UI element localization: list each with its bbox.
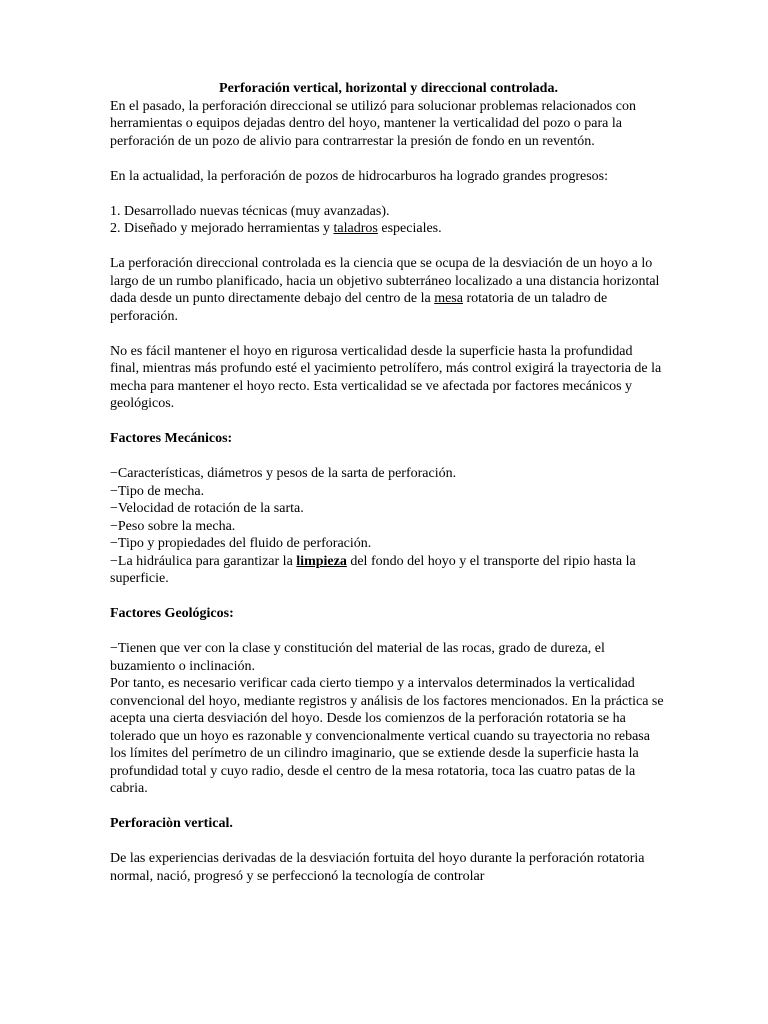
list-item: −Peso sobre la mecha. <box>110 518 236 534</box>
paragraph-text: La perforación direccional controlada es la ciencia que se ocupa de la desviación de un hoyo a lo largo de un rumbo planificado, hacia un objetivo subterráneo localizado a una distancia horizontal dada desde un punto directamente debajo del centro de la <box>110 256 660 306</box>
paragraph-experiences: De las experiencias derivadas de la desviación fortuita del hoyo durante la perforación rotatoria normal, nació, progresó y se perfeccionó la tecnología de controlar <box>110 851 645 884</box>
paragraph-tolerance: Por tanto, es necesario verificar cada cierto tiempo y a intervalos determinados la verticalidad convencional del hoyo, mediante registros y análisis de los factores mencionados. En la práctica se acepta una cierta desviación del hoyo. Desde los comienzos de la perforación rotatoria se ha tolerado que un hoyo es razonable y convencionalmente vertical cuando su trayectoria no rebasa los límites del perímetro de un cilindro imaginario, que se extiende desde la superficie hasta la profundidad total y cuyo radio, desde el centro de la mesa rotatoria, toca las cuatro patas de la cabria. <box>110 676 664 796</box>
list-item: −Tipo y propiedades del fluido de perforación. <box>110 536 372 551</box>
document-body <box>110 80 665 885</box>
heading-vertical-drilling: Perforaciòn vertical. <box>110 816 233 831</box>
spacer <box>110 833 665 851</box>
list-item <box>110 220 665 238</box>
taladros-link[interactable]: taladros <box>333 221 378 236</box>
spacer <box>110 798 665 816</box>
list-item-text: especiales. <box>377 221 442 236</box>
spacer <box>110 185 665 203</box>
limpieza-link[interactable]: limpieza <box>296 553 347 569</box>
list-item: −Características, diámetros y pesos de la sarta de perforación. <box>110 466 457 481</box>
paragraph-progress: En la actualidad, la perforación de pozos de hidrocarburos ha logrado grandes progresos: <box>110 168 608 184</box>
document-title: Perforación vertical, horizontal y direccional controlada. <box>219 81 558 96</box>
paragraph-history: En el pasado, la perforación direccional se utilizó para solucionar problemas relacionados con herramientas o equipos dejadas dentro del hoyo, mantener la verticalidad del pozo o para la perforación de un pozo de alivio para contrarrestar la presión de fondo en un reventón. <box>110 98 636 149</box>
heading-geological-factors: Factores Geológicos: <box>110 606 234 621</box>
list-item-text: −La hidráulica para garantizar la <box>110 553 297 569</box>
list-item: −Velocidad de rotación de la sarta. <box>110 501 304 516</box>
paragraph-text: rotatoria de un taladro de perforación. <box>110 291 608 324</box>
spacer <box>110 448 665 466</box>
list-item <box>110 553 665 588</box>
spacer <box>110 238 665 256</box>
spacer <box>110 325 665 343</box>
list-item: 1. Desarrollado nuevas técnicas (muy avanzadas). <box>110 203 390 219</box>
spacer <box>110 623 665 641</box>
list-item: −Tipo de mecha. <box>110 483 205 499</box>
list-item-text: del fondo del hoyo y el transporte del ripio hasta la superficie. <box>110 553 636 586</box>
spacer <box>110 150 665 168</box>
heading-mechanical-factors: Factores Mecánicos: <box>110 431 233 446</box>
list-item: −Tienen que ver con la clase y constitución del material de las rocas, grado de dureza, el buzamiento o inclinación. <box>110 641 605 674</box>
mesa-link[interactable]: mesa <box>434 291 463 306</box>
paragraph-verticality: No es fácil mantener el hoyo en rigurosa verticalidad desde la superficie hasta la profundidad final, mientras más profundo esté el yacimiento petrolífero, más control exigirá la trayectoria de la mecha para mantener el hoyo recto. Esta verticalidad se ve afectada por factores mecánicos y geológicos. <box>110 343 662 411</box>
spacer <box>110 588 665 606</box>
paragraph-definition <box>110 255 665 325</box>
list-item-text: 2. Diseñado y mejorado herramientas y <box>110 221 334 236</box>
spacer <box>110 413 665 431</box>
